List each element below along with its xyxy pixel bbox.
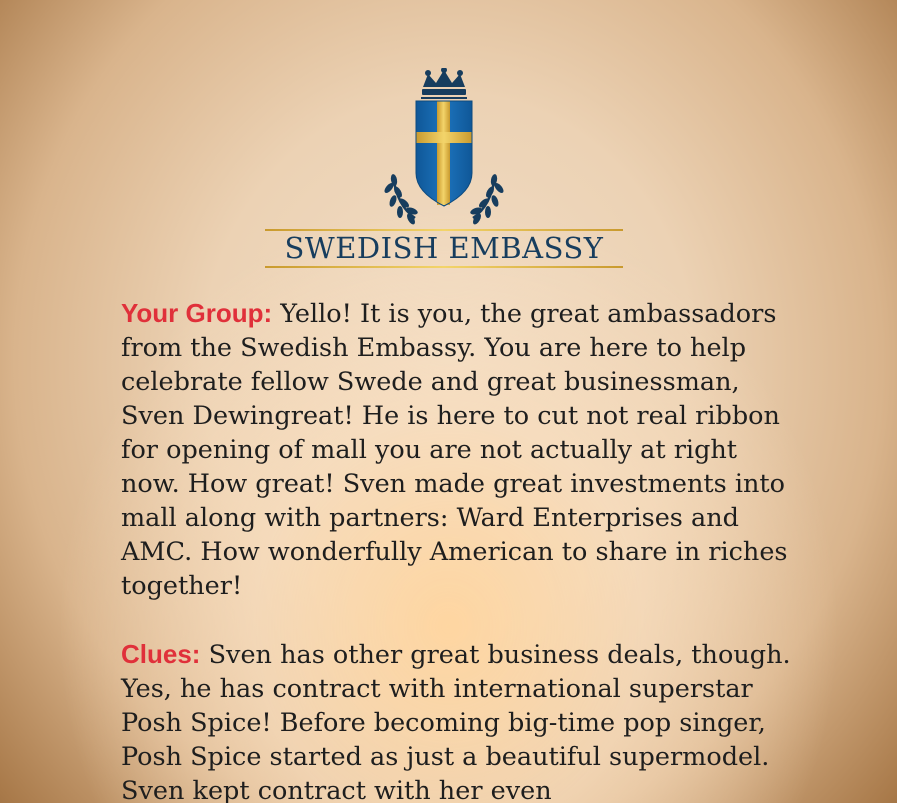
clues-label: Clues: xyxy=(121,639,201,669)
embassy-logo xyxy=(265,68,623,270)
shield-icon xyxy=(416,101,472,206)
group-paragraph xyxy=(121,296,801,603)
main-content xyxy=(121,296,801,803)
crown-icon xyxy=(421,68,467,99)
group-label: Your Group: xyxy=(121,298,273,328)
laurel-right-icon xyxy=(469,174,505,226)
laurel-left-icon xyxy=(383,174,419,226)
logo-title: SWEDISH EMBASSY xyxy=(284,231,604,265)
clues-paragraph xyxy=(121,637,801,803)
clues-text: Sven has other great business deals, though. Yes, he has contract with international superstar Posh Spice! Before becoming big-time pop singer, Posh Spice started as just a beautiful supermodel. Sven kept contract with her even xyxy=(121,640,791,803)
group-text: Yello! It is you, the great ambassadors from the Swedish Embassy. You are here to help celebrate fellow Swede and great businessman, Sven Dewingreat! He is here to cut not real ribbon for opening of mall you are not actually at right now. How great! Sven made great investments into mall along with partners: Ward Enterprises and AMC. How wonderfully American to share in riches together! xyxy=(121,299,788,601)
